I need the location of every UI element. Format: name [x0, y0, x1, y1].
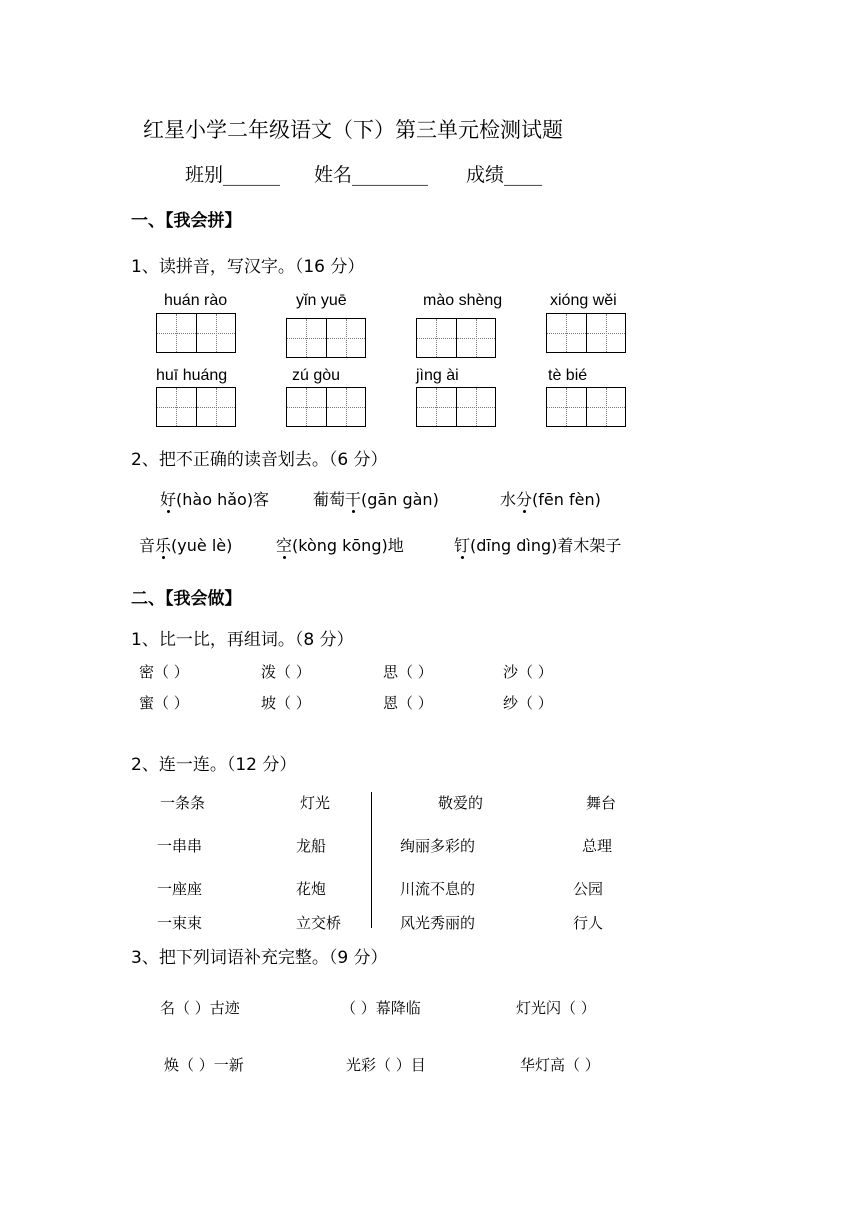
match-item[interactable]: 总理: [582, 837, 613, 855]
pronunciation-item[interactable]: 钉(dīng dìng)着木架子: [454, 533, 621, 556]
writing-grid[interactable]: [546, 387, 626, 427]
pinyin-label: yǐn yuē: [296, 292, 347, 309]
match-item[interactable]: 敬爱的: [438, 794, 484, 812]
word-blank[interactable]: 坡（ ）: [261, 694, 311, 712]
class-blank[interactable]: ______: [223, 164, 281, 186]
name-field[interactable]: [314, 160, 428, 187]
s2-q3-label: 3、把下列词语补充完整。（9 分）: [131, 948, 388, 968]
pinyin-label: huán rào: [164, 292, 228, 309]
pronunciation-item[interactable]: 葡萄干(gān gàn): [313, 487, 439, 510]
word-blank[interactable]: 蜜（ ）: [139, 694, 189, 712]
pronunciation-item[interactable]: 空(kòng kōng)地: [276, 533, 404, 556]
match-item[interactable]: 一座座: [157, 880, 203, 898]
pinyin-label: huī huáng: [156, 367, 228, 384]
name-blank[interactable]: ________: [352, 164, 429, 186]
match-item[interactable]: 一条条: [160, 794, 206, 812]
match-item[interactable]: 川流不息的: [400, 880, 476, 898]
pinyin-label: tè bié: [548, 367, 588, 384]
match-item[interactable]: 立交桥: [296, 914, 342, 932]
writing-grid[interactable]: [416, 318, 496, 358]
phrase-blank[interactable]: 灯光闪（ ）: [516, 999, 596, 1017]
s2-q2-label: 2、连一连。（12 分）: [131, 755, 297, 775]
word-blank[interactable]: 沙（ ）: [503, 663, 553, 681]
s1-q1-label: 1、读拼音，写汉字。（16 分）: [131, 257, 365, 277]
match-item[interactable]: 灯光: [300, 794, 331, 812]
writing-grid[interactable]: [156, 313, 236, 353]
phrase-blank[interactable]: （ ）幕降临: [341, 999, 421, 1017]
match-item[interactable]: 绚丽多彩的: [400, 837, 476, 855]
match-item[interactable]: 花炮: [296, 880, 327, 898]
match-item[interactable]: 公园: [573, 880, 604, 898]
name-label: 姓名: [314, 164, 353, 186]
writing-grid[interactable]: [286, 318, 366, 358]
match-item[interactable]: 行人: [573, 914, 604, 932]
word-blank[interactable]: 思（ ）: [383, 663, 433, 681]
word-blank[interactable]: 密（ ）: [139, 663, 189, 681]
pronunciation-item[interactable]: 水分(fēn fèn): [500, 487, 601, 510]
score-label: 成绩: [466, 164, 505, 186]
page-title: 红星小学二年级语文（下）第三单元检测试题: [143, 118, 563, 142]
class-label: 班别: [185, 164, 224, 186]
writing-grid[interactable]: [286, 387, 366, 427]
pinyin-label: jìng ài: [416, 367, 459, 384]
match-item[interactable]: 风光秀丽的: [400, 914, 476, 932]
match-item[interactable]: 一串串: [157, 837, 203, 855]
section1-heading: 一、【我会拼】: [131, 211, 242, 231]
pronunciation-item[interactable]: 音乐(yuè lè): [139, 533, 232, 556]
match-item[interactable]: 龙船: [296, 837, 327, 855]
section2-heading: 二、【我会做】: [131, 589, 242, 609]
pinyin-label: zú gòu: [292, 367, 341, 384]
writing-grid[interactable]: [156, 387, 236, 427]
word-blank[interactable]: 恩（ ）: [383, 694, 433, 712]
phrase-blank[interactable]: 华灯高（ ）: [520, 1056, 600, 1074]
writing-grid[interactable]: [546, 313, 626, 353]
pinyin-label: mào shèng: [423, 292, 503, 309]
match-item[interactable]: 一束束: [157, 914, 203, 932]
s2-q1-label: 1、比一比，再组词。（8 分）: [131, 630, 354, 650]
phrase-blank[interactable]: 名（ ）古迹: [160, 999, 240, 1017]
pinyin-label: xióng wěi: [550, 292, 617, 309]
pronunciation-item[interactable]: 好(hào hǎo)客: [160, 487, 269, 510]
phrase-blank[interactable]: 光彩（ ）目: [346, 1056, 426, 1074]
score-field[interactable]: [466, 160, 542, 187]
s1-q2-label: 2、把不正确的读音划去。（6 分）: [131, 450, 388, 470]
word-blank[interactable]: 泼（ ）: [261, 663, 311, 681]
match-item[interactable]: 舞台: [586, 794, 617, 812]
word-blank[interactable]: 纱（ ）: [503, 694, 553, 712]
divider-line: [371, 792, 372, 928]
phrase-blank[interactable]: 焕（ ）一新: [164, 1056, 244, 1074]
writing-grid[interactable]: [416, 387, 496, 427]
score-blank[interactable]: ____: [504, 164, 543, 186]
class-field[interactable]: [185, 160, 280, 187]
